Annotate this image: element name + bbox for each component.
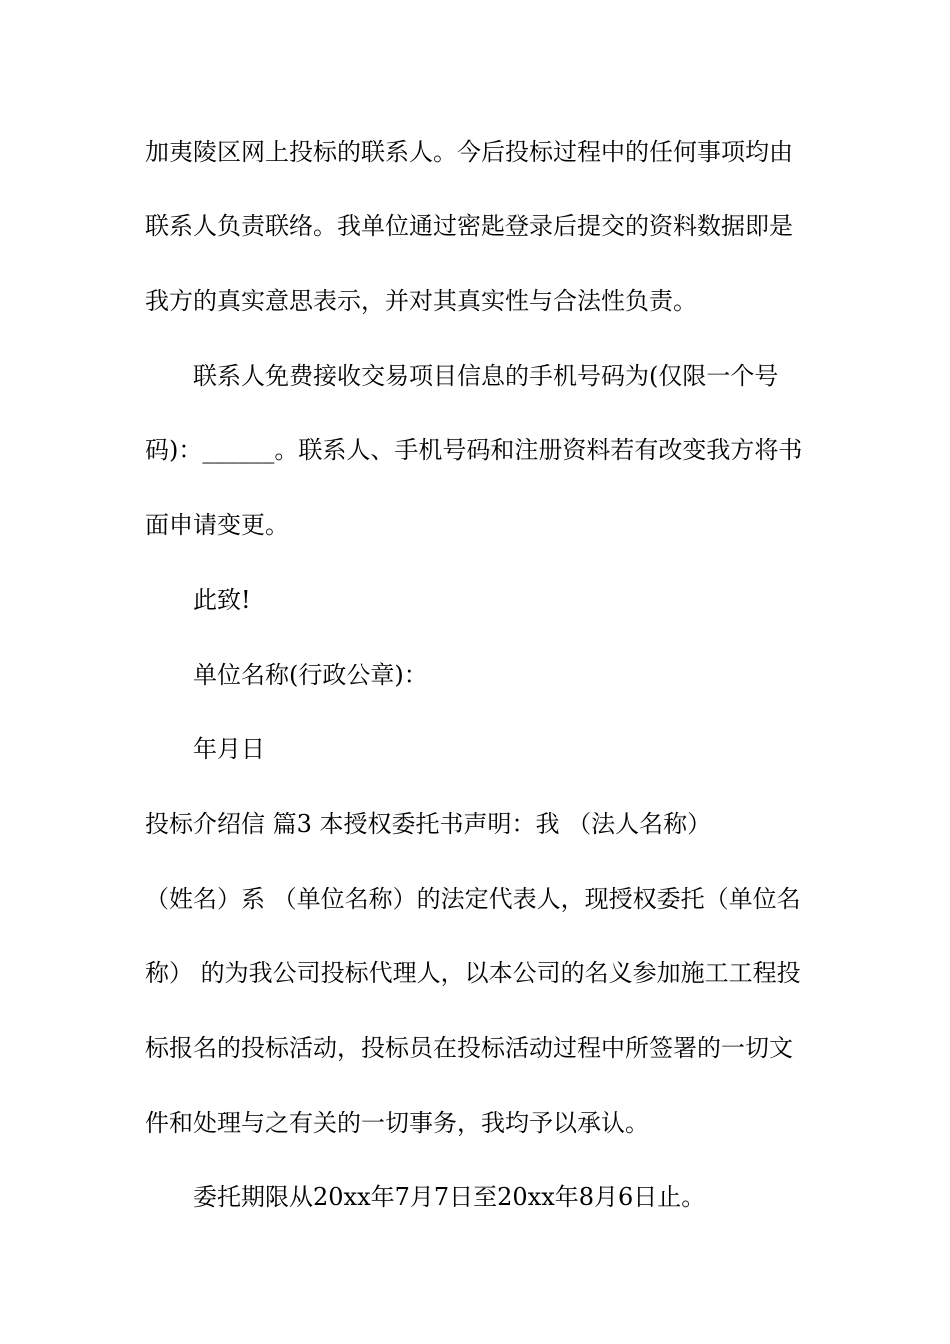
- paragraph-line: （姓名）系 （单位名称）的法定代表人，现授权委托（单位名: [145, 885, 801, 913]
- closing-salutation: 此致!: [193, 586, 251, 614]
- paragraph-line: 件和处理与之有关的一切事务，我均予以承认。: [145, 1109, 649, 1137]
- paragraph-line: 联系人负责联络。我单位通过密匙登录后提交的资料数据即是: [145, 212, 793, 240]
- paragraph-line: 加夷陵区网上投标的联系人。今后投标过程中的任何事项均由: [145, 138, 793, 166]
- paragraph-line: 标报名的投标活动，投标员在投标活动过程中所签署的一切文: [145, 1034, 793, 1062]
- paragraph-line: 码)：______。联系人、手机号码和注册资料若有改变我方将书: [145, 436, 803, 464]
- unit-name-label: 单位名称(行政公章)：: [193, 661, 428, 689]
- paragraph-line: 联系人免费接收交易项目信息的手机号码为(仅限一个号: [193, 362, 779, 390]
- paragraph-line: 称） 的为我公司投标代理人，以本公司的名义参加施工工程投: [145, 959, 801, 987]
- section-heading-line: 投标介绍信 篇3 本授权委托书声明：我 （法人名称）: [145, 810, 712, 838]
- paragraph-line: 委托期限从20xx年7月7日至20xx年8月6日止。: [193, 1183, 706, 1211]
- date-label: 年月日: [193, 735, 265, 763]
- paragraph-line: 我方的真实意思表示，并对其真实性与合法性负责。: [145, 287, 697, 315]
- paragraph-line: 面申请变更。: [145, 511, 289, 539]
